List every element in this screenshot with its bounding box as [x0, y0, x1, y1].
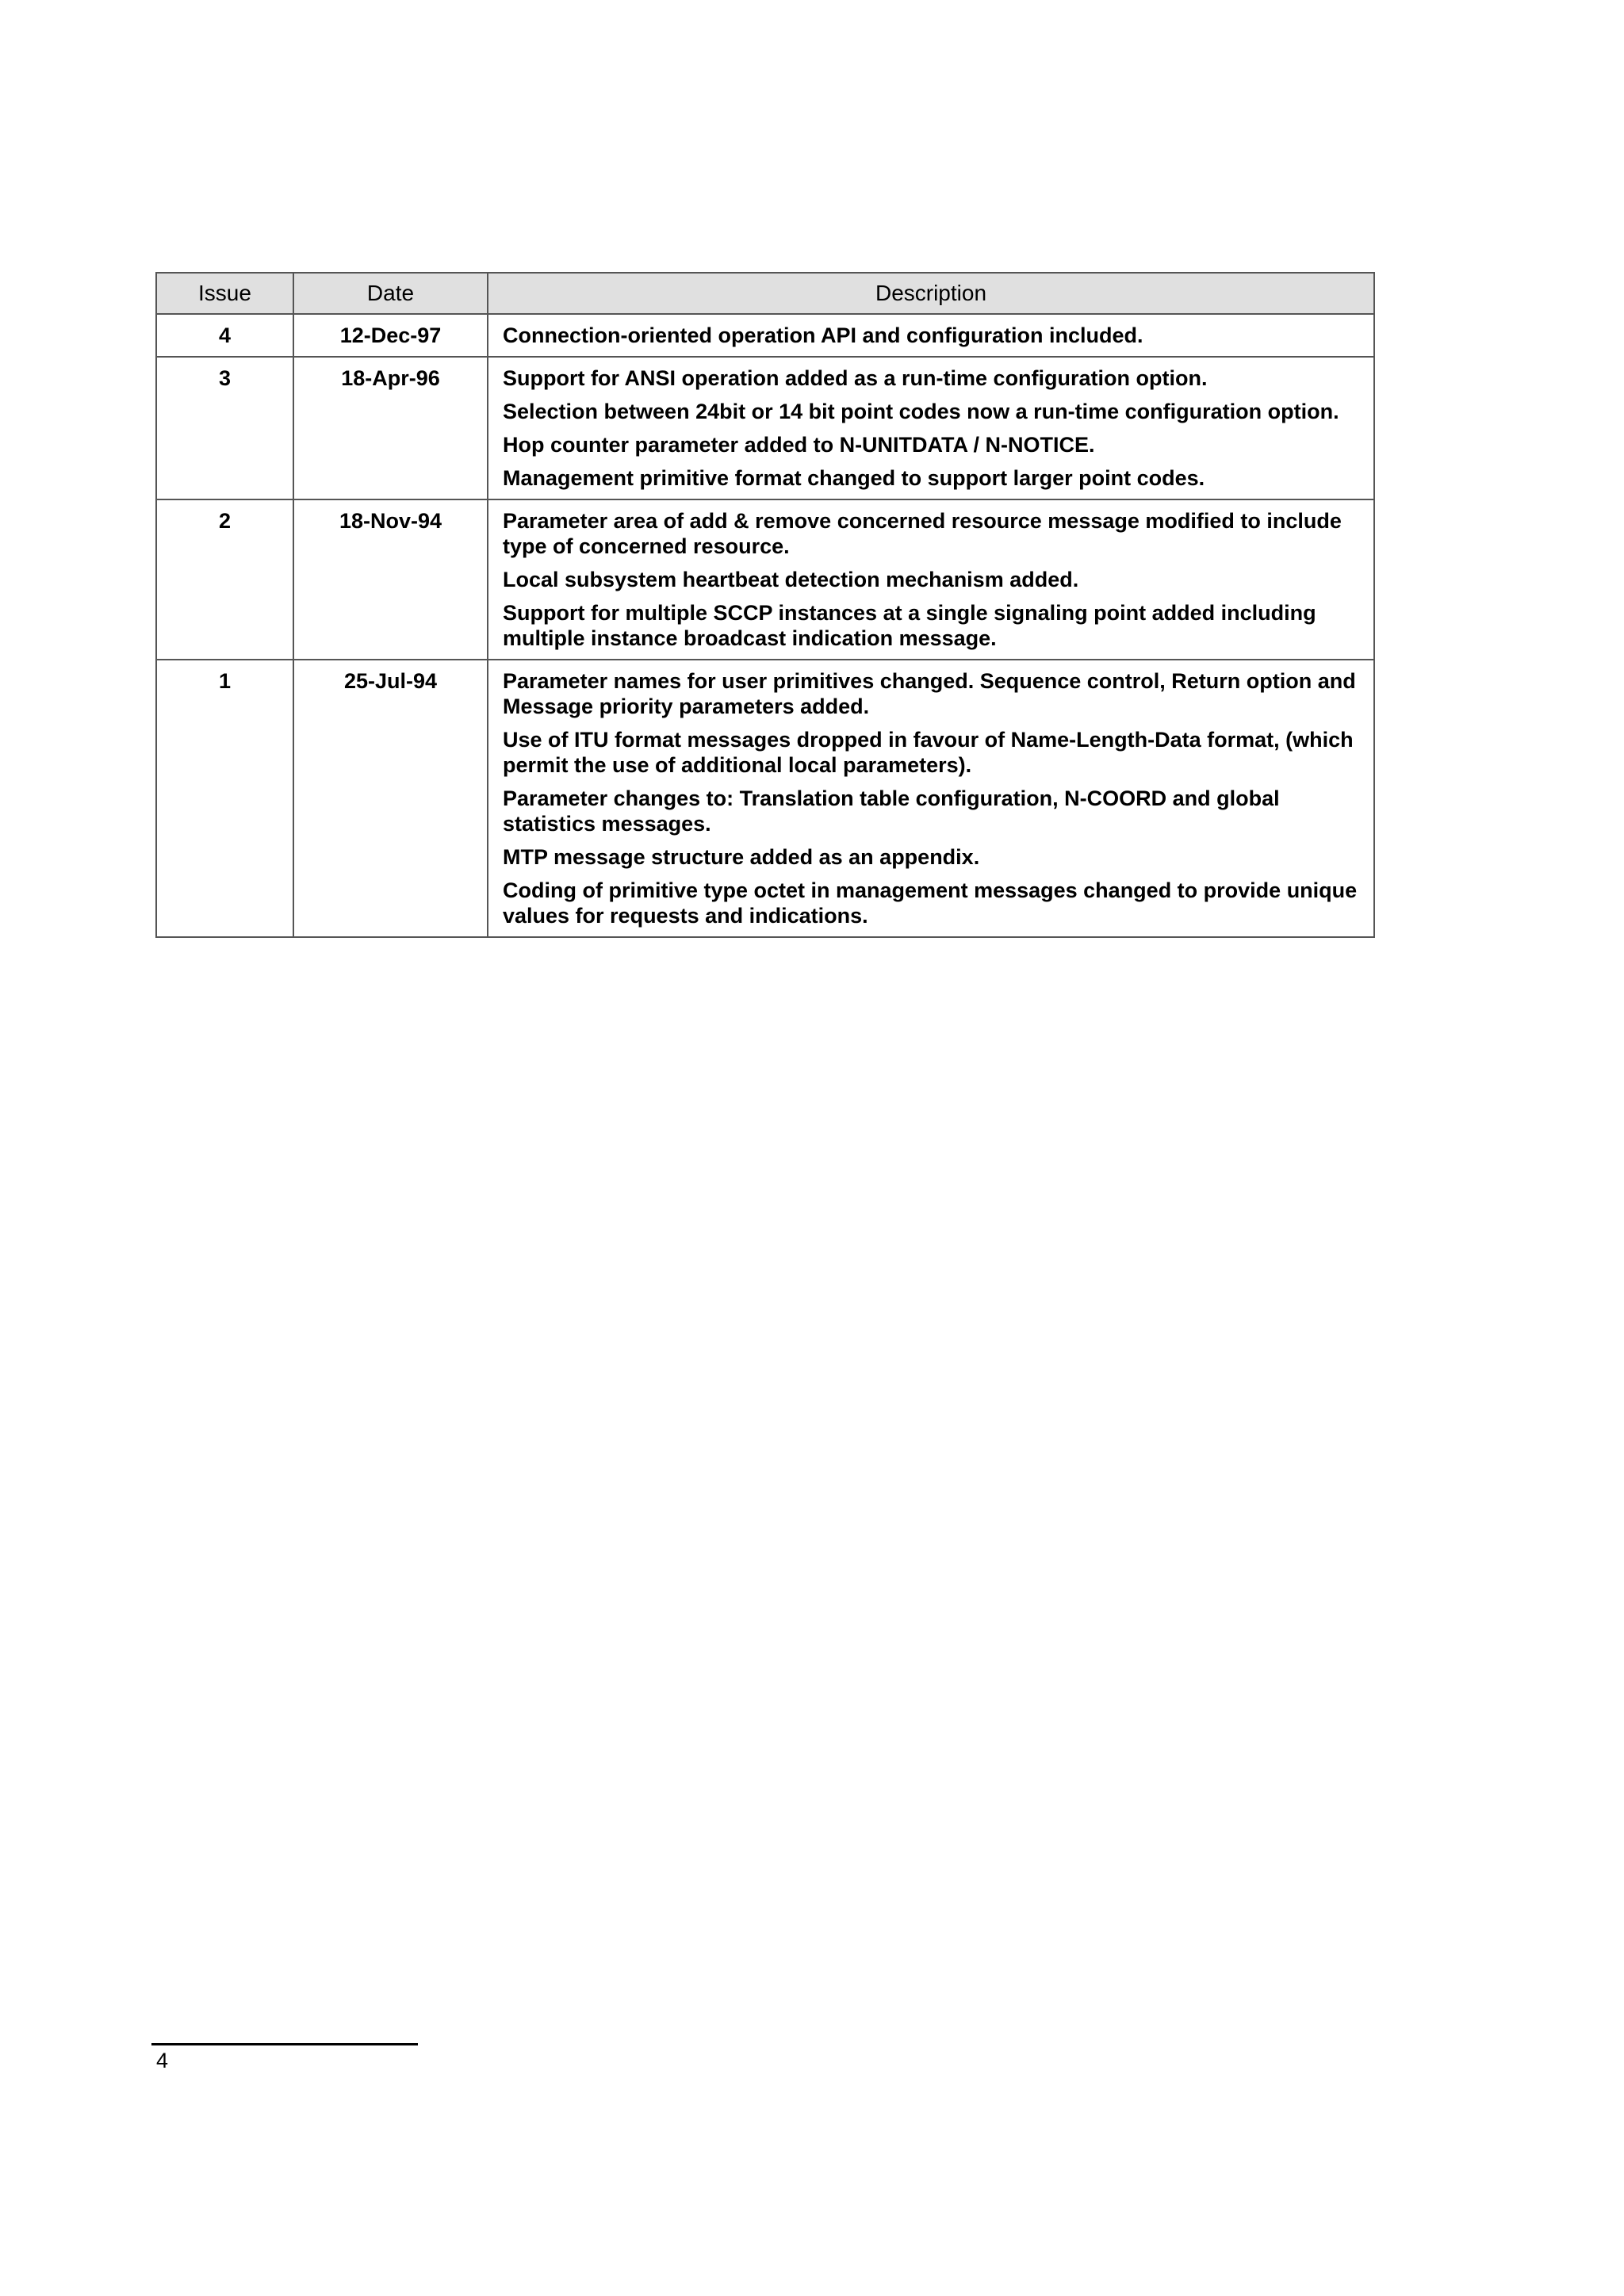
description-entry: Local subsystem heartbeat detection mechanism added.: [503, 568, 1079, 591]
table-row: [156, 499, 1374, 660]
date-cell: 18-Apr-96: [293, 357, 488, 499]
description-entry: Support for multiple SCCP instances at a single signaling point added including multiple instance broadcast indication message.: [503, 601, 1316, 650]
description-cell: [488, 660, 1374, 937]
table-row: [156, 357, 1374, 499]
date-cell: 12-Dec-97: [293, 314, 488, 357]
description-cell: [488, 314, 1374, 357]
description-entry: Parameter names for user primitives changed. Sequence control, Return option and Message priority parameters added.: [503, 669, 1356, 718]
date-cell: 18-Nov-94: [293, 499, 488, 660]
footer-divider: [151, 2043, 418, 2045]
description-cell: [488, 499, 1374, 660]
issue-cell: 2: [156, 499, 293, 660]
issue-cell: 1: [156, 660, 293, 937]
description-column-header: Description: [488, 273, 1374, 314]
description-entry: Hop counter parameter added to N-UNITDATA / N-NOTICE.: [503, 433, 1095, 457]
description-entry: Coding of primitive type octet in management messages changed to provide unique values for requests and indications.: [503, 878, 1358, 928]
issue-column-header: Issue: [156, 273, 293, 314]
table-header-row: [156, 273, 1374, 314]
description-cell: [488, 357, 1374, 499]
description-entry: Connection-oriented operation API and configuration included.: [503, 323, 1143, 347]
table-row: [156, 314, 1374, 357]
description-entry: Parameter changes to: Translation table configuration, N-COORD and global statistics messages.: [503, 786, 1280, 836]
description-entry: Support for ANSI operation added as a run-time configuration option.: [503, 366, 1208, 390]
date-column-header: Date: [293, 273, 488, 314]
revision-history-table: [155, 272, 1375, 938]
description-entry: Use of ITU format messages dropped in favour of Name-Length-Data format, (which permit the use of additional local parameters).: [503, 728, 1354, 777]
description-entry: Management primitive format changed to support larger point codes.: [503, 466, 1205, 490]
description-entry: Parameter area of add & remove concerned resource message modified to include type of concerned resource.: [503, 509, 1342, 558]
table-row: [156, 660, 1374, 937]
page-number: 4: [156, 2049, 169, 2072]
date-cell: 25-Jul-94: [293, 660, 488, 937]
description-entry: Selection between 24bit or 14 bit point codes now a run-time configuration option.: [503, 400, 1339, 423]
issue-cell: 3: [156, 357, 293, 499]
description-entry: MTP message structure added as an appendix.: [503, 845, 980, 869]
issue-cell: 4: [156, 314, 293, 357]
